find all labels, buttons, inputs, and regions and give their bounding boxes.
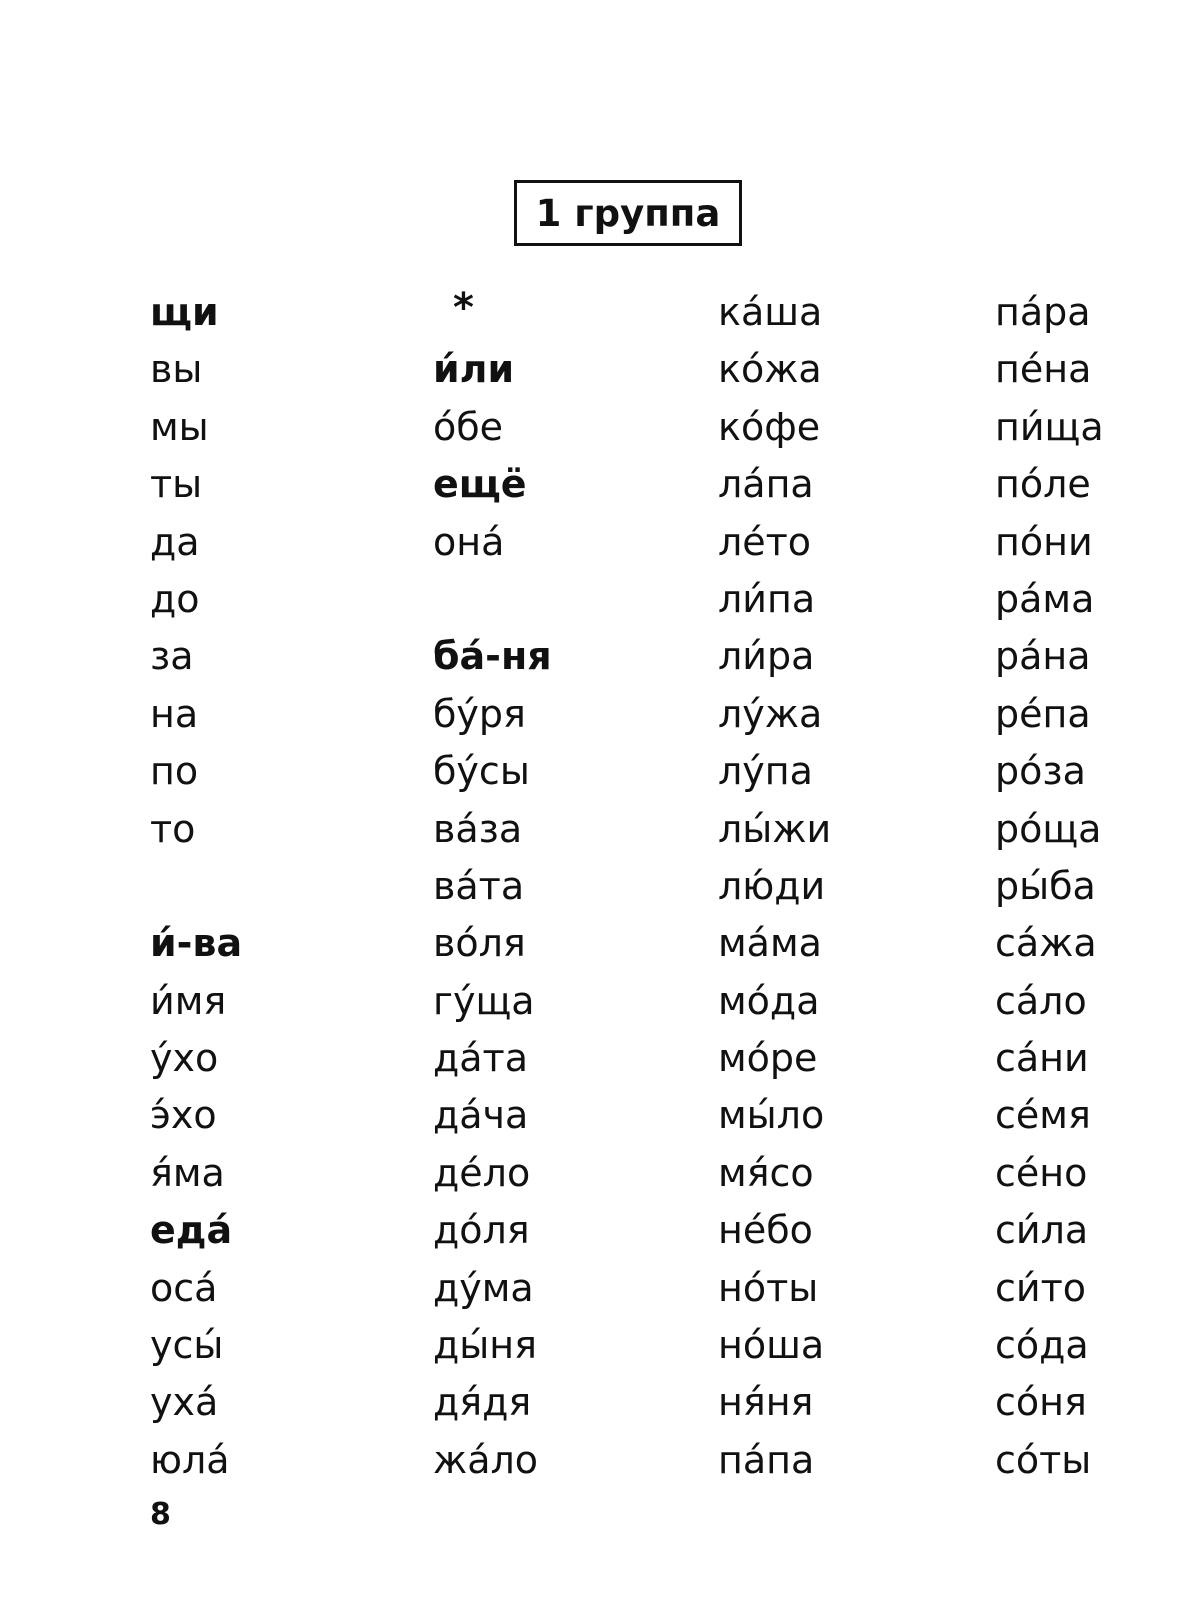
word-item: по́ле (995, 462, 1091, 507)
word-column-2 (433, 284, 552, 1489)
word-item: ли́па (718, 576, 816, 621)
word-item: до (150, 576, 200, 621)
word-item: пи́ща (995, 404, 1104, 449)
word-item: мо́да (718, 978, 820, 1023)
word-item: на (150, 691, 199, 736)
word-item: дя́дя (433, 1380, 532, 1425)
word-item: по́ни (995, 519, 1093, 564)
word-item: но́ты (718, 1265, 819, 1310)
word-item: ва́та (433, 863, 525, 908)
word-column-4 (995, 284, 1104, 1489)
word-item: ко́фе (718, 404, 821, 449)
word-item: са́ни (995, 1036, 1089, 1081)
word-item: лу́па (718, 749, 813, 794)
word-item: ры́ба (995, 863, 1096, 908)
page-number: 8 (150, 1497, 171, 1532)
word-item: ты (150, 462, 203, 507)
word-item: ле́то (718, 519, 812, 564)
word-item: не́бо (718, 1208, 813, 1253)
word-item: по (150, 749, 199, 794)
word-item: оса́ (150, 1265, 218, 1310)
word-item: да́ча (433, 1093, 529, 1138)
word-item: э́хо (150, 1093, 217, 1138)
word-item: лу́жа (718, 691, 823, 736)
word-item: да́та (433, 1036, 528, 1081)
word-item: она́ (433, 519, 505, 564)
word-item: па́па (718, 1437, 815, 1482)
word-item: и́-ва (150, 921, 243, 966)
word-item: ды́ня (433, 1323, 537, 1368)
word-item: бу́ря (433, 691, 526, 736)
word-item: жа́ло (433, 1437, 539, 1482)
word-item: но́ша (718, 1323, 825, 1368)
asterisk-marker: * (453, 285, 474, 331)
word-column-1 (150, 284, 242, 1489)
word-item: ка́ша (718, 290, 823, 334)
word-item: се́но (995, 1150, 1088, 1195)
word-item: ра́ма (995, 576, 1095, 621)
word-item: о́бе (433, 404, 504, 449)
word-item: ре́па (995, 691, 1091, 736)
word-item: ро́за (995, 749, 1086, 794)
word-item: бу́сы (433, 749, 530, 794)
word-item: мы́ло (718, 1093, 825, 1138)
word-item: я́ма (150, 1150, 225, 1195)
word-item: до́ля (433, 1208, 530, 1253)
blank-line (433, 571, 552, 628)
word-item: вы (150, 347, 203, 392)
word-item: са́ло (995, 978, 1087, 1023)
word-item: де́ло (433, 1150, 531, 1195)
word-item: ли́ра (718, 634, 815, 679)
word-item: си́ла (995, 1208, 1089, 1253)
word-item: си́то (995, 1265, 1086, 1310)
word-item: мы (150, 404, 209, 449)
word-item: лы́жи (718, 806, 832, 851)
word-item: лю́ди (718, 863, 826, 908)
word-item: уха́ (150, 1380, 219, 1425)
word-item: ду́ма (433, 1265, 534, 1310)
word-column-3 (718, 284, 831, 1489)
word-item: то (150, 806, 196, 851)
group-title-box (514, 180, 742, 246)
word-item: ма́ма (718, 921, 822, 966)
word-item: со́ты (995, 1437, 1092, 1482)
word-item: юла́ (150, 1437, 230, 1482)
word-item: ещё (433, 462, 527, 507)
word-item: и́ли (433, 347, 515, 392)
blank-line (150, 858, 242, 915)
word-item: па́ра (995, 290, 1091, 334)
word-item: мо́ре (718, 1036, 818, 1081)
word-item: да (150, 519, 200, 564)
word-item: се́мя (995, 1093, 1091, 1138)
word-item: ба́-ня (433, 634, 552, 679)
word-item: и́мя (150, 978, 227, 1023)
word-item: ня́ня (718, 1380, 814, 1425)
word-item: щи (150, 290, 219, 334)
word-item: у́хо (150, 1036, 219, 1081)
word-item: ра́на (995, 634, 1091, 679)
word-item: гу́ща (433, 978, 535, 1023)
word-item: со́да (995, 1323, 1089, 1368)
word-item: еда́ (150, 1208, 233, 1253)
group-title: 1 группа (535, 191, 721, 235)
word-item: со́ня (995, 1380, 1087, 1425)
word-item: усы́ (150, 1323, 224, 1368)
word-item: ва́за (433, 806, 523, 851)
word-item: ро́ща (995, 806, 1102, 851)
word-item: ла́па (718, 462, 814, 507)
word-item: за (150, 634, 194, 679)
word-item: ко́жа (718, 347, 822, 392)
word-item: са́жа (995, 921, 1097, 966)
word-item: мя́со (718, 1150, 814, 1195)
word-item: пе́на (995, 347, 1092, 392)
word-item: во́ля (433, 921, 526, 966)
